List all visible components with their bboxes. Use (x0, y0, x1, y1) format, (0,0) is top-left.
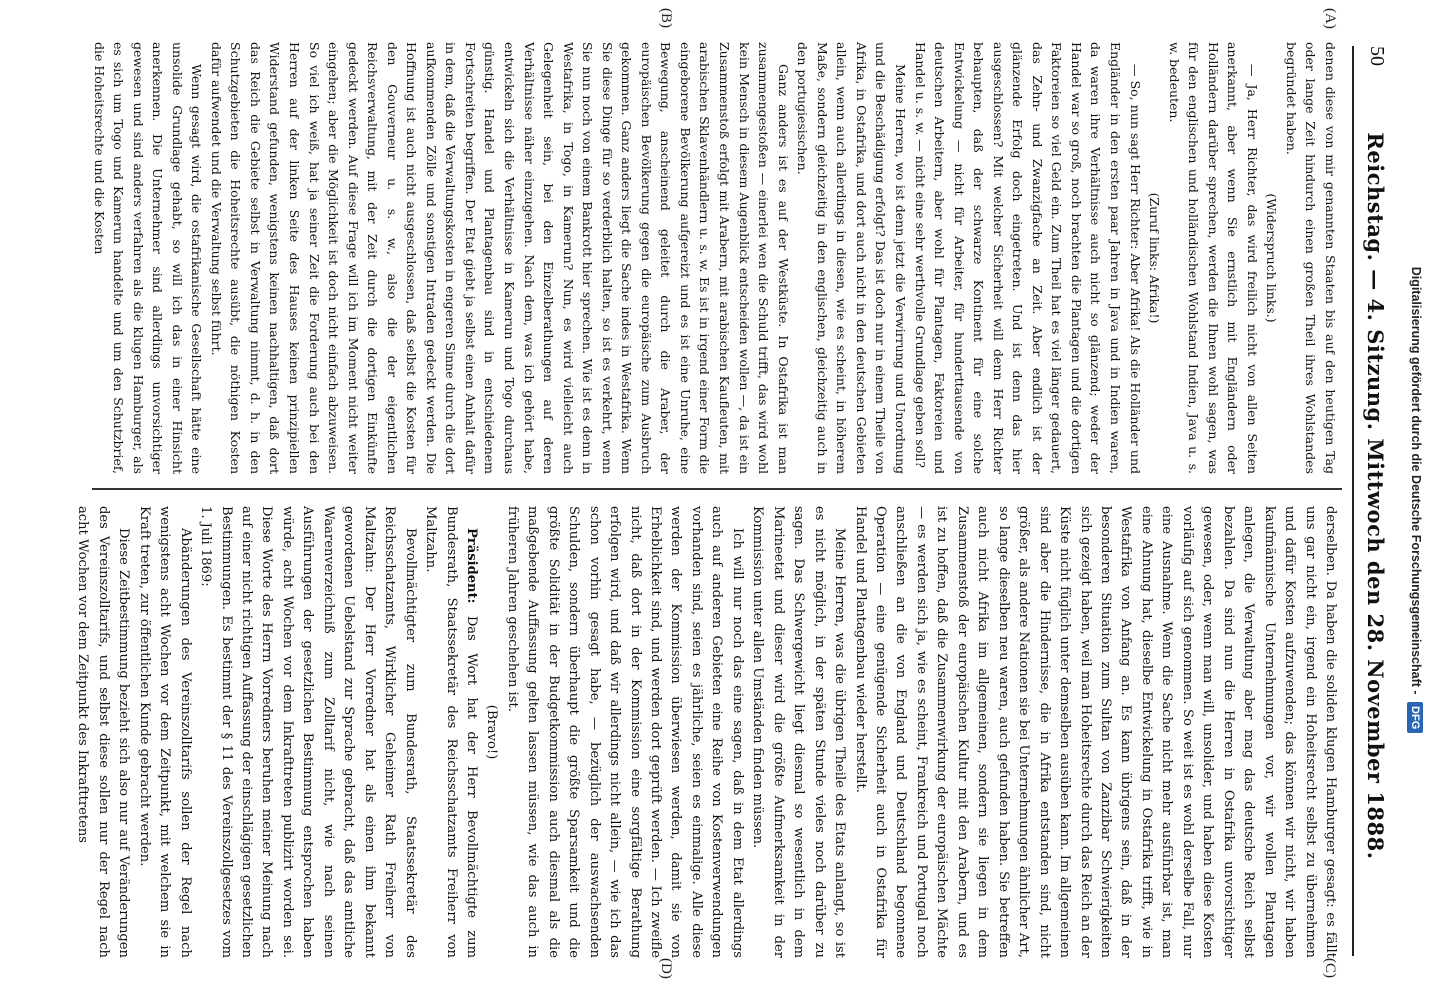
interjection: (Widerspruch links.) (1264, 193, 1280, 323)
page-header (1358, 6, 1400, 986)
paragraph: derselben. Da haben die soliden klugen Hamburger gesagt: es fällt uns gar nicht ein, irgend ein Hoheitsrecht selbst zu übernehmen und dafür Kosten aufzuwenden; das können wir nicht, wir haben kaufmännische Unternehmungen vor, wir wollen Plantagen anlegen, die Verwaltung aber mag das deutsche Reich selbst bezahlen. Da sind nun die Herren in Ostafrika unvorsichtiger gewesen, oder, wenn man will, unsolider, und haben diese Kosten vorläufig auf sich genommen. So weit ist es wohl derselbe Fall, nur eine Ausnahme. Wenn die Sache nicht mehr ausführbar ist, man eine Ahnung hat, dieselbe Entwickelung in Ostafrika trifft, wie in Westafrika von Anfang an. Es kann übrigens sein, daß in der besonderen Situation zum Sultan von Zanzibar Schwierigkeiten sich gezeigt haben, weil man Hoheitsrechte durch das Reich an der Küste nicht füglich unter demselben ausüben kann. Im allgemeinen sind aber die Hindernisse, die in Afrika entstanden sind, nicht größer, als andere Nationen sie bei Unternehmungen ähnlicher Art, so lange dieselben neu waren, auch gefunden haben. Sie betreffen auch nicht Afrika im allgemeinen, sondern sie liegen in dem Zusammenstoß der europäischen Kultur mit den Arabern, und es ist zu hoffen, daß die Zusammenwirkung der europäischen Mächte — es werden sich ja, wie es scheint, Frankreich und Portugal noch anschließen an die von England und Deutschland begonnene Operation — eine genügende Sicherheit auch in Ostafrika für Handel und Plantagenbau wieder herstellt. (852, 506, 1338, 958)
speech-text: Das Wort hat der Herr Bevollmächtigte zum Bundesrath, Staatssekretär des Reichsschatzamts Freiherr von Maltzahn. (423, 506, 479, 958)
dfg-logo: DFG (1407, 702, 1423, 733)
paragraph: Abänderungen des Vereinszolltarifs sollen der Regel nach wenigstens acht Wochen vor dem Zeitpunkt, mit welchem sie in Kraft treten, zur öffentlichen Kunde gebracht werden. (136, 506, 193, 958)
header-rule (1352, 46, 1354, 956)
paragraph: Meine Herren, wo ist denn jetzt die Verwirrung und Unordnung und die Beschädigung erfolgt? Das ist doch nur in einem Theile von Afrika, in Ostafrika, und dort auch nicht in den deutschen Gebieten allein, wenn auch allerdings in diesen, wie es scheint, in höherem Maße, sondern gleichzeitig in den englischen, gleichzeitig auch in den portugiesischen. (795, 42, 908, 474)
page-number: 50 (1366, 46, 1388, 66)
stamp-text: Digitalisierung gefördert durch die Deutsche Forschungsgemeinschaft - (1409, 266, 1423, 695)
interjection: (Zuruf links: Afrika!) (1147, 192, 1163, 324)
paragraph: Meine Herren, was die übrigen Theile des Etats anlangt, so ist es nicht möglich, in der späten Stunde vieles noch darüber zu sagen. Das Schwergewicht liegt diesmal so wesentlich in dem Marineetat und dieser wird die größte Aufmerksamkeit in der Kommission unter allen Umständen finden müssen. (750, 506, 848, 958)
speaker-paragraph (195, 506, 420, 958)
running-title: Reichstag. — 4. Sitzung. Mittwoch den 28. November 1888. (1363, 132, 1388, 860)
paragraph: Wenn gesagt wird, die ostafrikanische Gesellschaft hätte eine unsolide Grundlage gehabt, so will ich das in einer Hinsicht anerkennen. Die Unternehmer sind allerdings unvorsichtiger gewesen und sind anders verfahren als die klugen Hamburger, als es sich um Togo und Kamerun handelte und um den Schutzbrief, die Hoheitsrechte und die Kosten (91, 42, 205, 474)
digitization-stamp (1405, 6, 1427, 994)
margin-marker-b: (B) (658, 8, 674, 28)
paragraph: Diese Zeitbestimmung bezieht sich also nur auf Veränderungen des Vereinszolltarifs, und selbst diese sollen nur der Regel nach acht Wochen vor dem Zeitpunkt des Inkrafttretens (75, 506, 132, 958)
paragraph: denen diese von mir genannten Staaten bis auf den heutigen Tag oder lange Zeit hindurch einen großen Theil ihres Wohlstandes begründet haben. (1283, 42, 1338, 474)
left-column (89, 42, 1340, 474)
speech-text: Bevollmächtigter zum Bundesrath, Staatssekretär des Reichsschatzamts, Wirklicher Geheimer Rath Freiherr von Maltzahn: Der Herr Vorredner hat als einen ihm bekannt gewordenen Uebelstand zur Sprache gebracht, daß das amtliche Waarenverzeichniß zum Zolltarif nicht, wie nach seinen Ausführungen der gesetzlichen Bestimmung entsprochen haben würde, acht Wochen vor dem Inkrafttreten publizirt worden sei. Diese Worte des Herrn Vorredners beruhen meiner Meinung nach auf einer nicht richtigen Auffassung der einschlägigen gesetzlichen Bestimmungen. Es bestimmt der § 11 des Vereinszollgesetzes vom 1. Juli 1869: (198, 506, 418, 958)
paragraph: — So, nun sagt Herr Richter: Aber Afrika! Als die Holländer und Engländer in den ersten paar Jahren in Java und in Indien waren, da waren ihre Verhältnisse auch nicht so glänzend; weder der Handel war so groß, noch brachten die Plantagen und die dortigen Faktoreien so viel Geld ein. Zum Theil hat es viel länger gedauert, das Zehn- und Zwanzigfache an Zeit. Aber endlich ist der glänzende Erfolg doch eingetreten. Und ist denn das hier ausgeschlossen? Mit welcher Sicherheit will denn Herr Richter behaupten, daß der schwarze Kontinent für eine solche Entwickelung — nicht für Arbeiter, für hunderttausende von deutschen Arbeitern, aber wohl für Plantagen, Faktoreien und Handel u. s. w. — nicht eine sehr werthvolle Grundlage geben soll? (912, 42, 1143, 474)
paragraph: Ich will nur noch das eine sagen, daß in dem Etat allerdings auch auf anderen Gebieten eine Reihe von Kostenverwendungen vorhanden sind, seien es jährliche, seien es einmalige. Alle diese werden der Kommission überwiesen werden, damit sie von Erheblichkeit sind, und werden dort geprüft werden. — Ich zweifle nicht, daß dort in der Kommission eine sorgfältige Berathung erfolgen wird, und daß wir allerdings nicht allein, — wie ich das schon vorhin gesagt habe, — bezüglich der auswachsenden Schulden, sondern überhaupt die größte Sparsamkeit und die größte Solidität in der Budgetkommission auch diesmal als die maßgebende Auffassung gelten lassen müssen, wie das auch in früheren Jahren geschehen ist. (504, 506, 745, 958)
right-column (72, 506, 1340, 958)
rotated-newspaper-page (40, 6, 1400, 986)
speaker-name: Präsident: (463, 528, 479, 604)
paragraph: — Ja, Herr Richter, das wird freilich nicht von allen Seiten anerkannt, aber wenn Sie ernstlich mit Engländern oder Holländern darüber sprechen, werden die Ihnen wohl sagen, was für den englischen und holländischen Wohlstand Indien, Java u. s. w. bedeuten. (1166, 42, 1260, 474)
margin-marker-d: (D) (658, 958, 674, 979)
column-divider (92, 488, 1342, 490)
margin-marker-c: (C) (1322, 958, 1338, 978)
speaker-paragraph (420, 506, 481, 958)
paragraph: Ganz anders ist es auf der Westküste. In Ostafrika ist man zusammengestoßen — einerlei wen die Schuld trifft, das wird wohl kein Mensch in diesem Augenblick entscheiden wollen —, da ist ein Zusammenstoß erfolgt mit Arabern, mit arabischen Kaufleuten, mit arabischen Sklavenhändlern u. s. w. Es ist in irgend einer Form die eingeborene Bevölkerung aufgereizt und es ist eine Unruhe, eine Bewegung, anscheinend geleitet durch die Araber, der europäischen Bevölkerung gegen die europäische zum Ausbruch gekommen. Ganz anders liegt die Sache indes in Westafrika. Wenn Sie diese Dinge für so verderblich halten, so ist es verkehrt, wenn Sie nun noch von einem Bankrott hier sprechen. Wie ist es denn in Westafrika, in Togo, in Kamerun? Nun, es wird vielleicht auch Gelegenheit sein, bei den Einzelberathungen auf deren Verhältnisse näher einzugehen. Nach dem, was ich gehört habe, entwickeln sich die Verhältnisse in Kamerun und Togo durchaus günstig. Handel und Plantagenbau sind in entschiedenem Fortschreiten begriffen. Der Etat giebt ja selbst einen Anhalt dafür in dem, daß die Verwaltungskosten in engeren Sinne durch die dort aufkommenden Zölle und sonstigen Intraden gedeckt werden. Die Hoffnung ist auch nicht ausgeschlossen, daß selbst die Kosten für den Gouverneur u. s. w., also die der eigentlichen Reichsverwaltung, mit der Zeit durch die dortigen Einkünfte gedeckt werden. Auf diese Frage will ich im Moment nicht weiter eingehen; aber die Möglichkeit ist doch nicht einfach abzuweisen. So viel ich weiß, hat ja seiner Zeit die Forderung auch bei den Herren auf der linken Seite des Hauses keinen prinzipiellen Widerstand gefunden, wenigstens keinen nachhaltigen, daß dort das Reich die Gebiete selbst in Verwaltung nimmt, d. h. in den Schutzgebieten die Hoheitsrechte ausübt, die nöthigen Kosten dafür aufwendet und die Verwaltung selbst führt. (208, 42, 791, 474)
interjection: (Bravo!) (484, 704, 500, 760)
margin-marker-a: (A) (1322, 8, 1338, 29)
